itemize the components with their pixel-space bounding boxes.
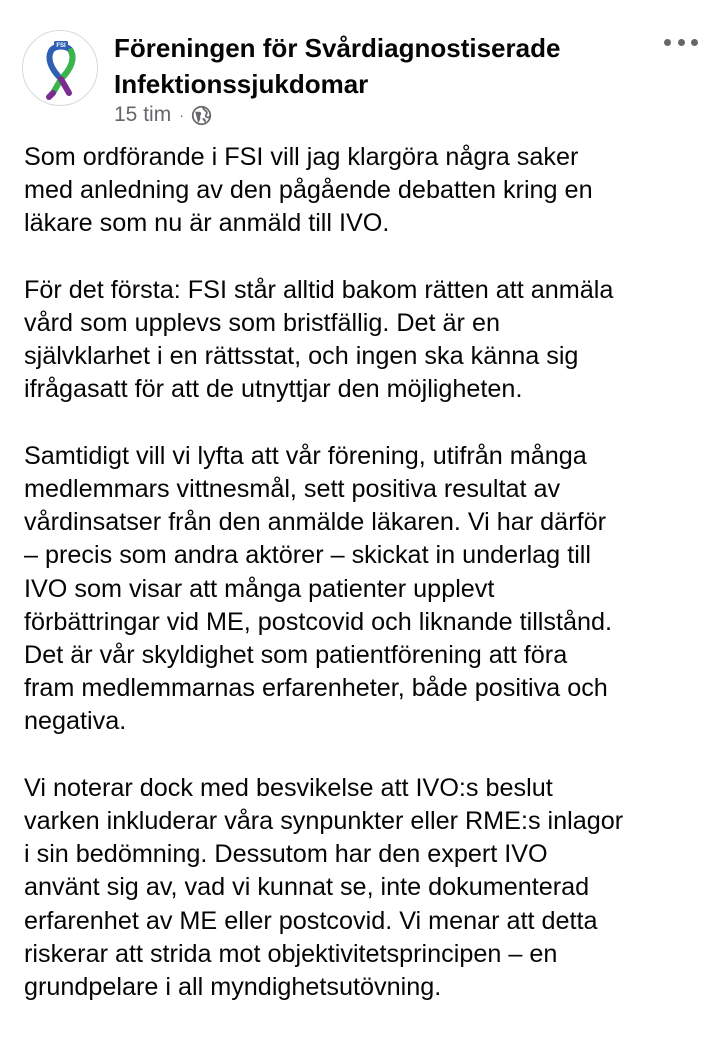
text-line: vård som upplevs som bristfällig. Det är en (24, 309, 500, 337)
more-options-button[interactable] (664, 32, 698, 52)
text-line: medlemmars vittnesmål, sett positiva resultat av (24, 475, 561, 503)
text-line: läkare som nu är anmäld till IVO. (24, 209, 390, 238)
meta-separator: · (179, 107, 184, 123)
avatar-logo-text: FSI (56, 42, 66, 49)
text-line: i sin bedömning. Dessutom har den expert IVO (24, 840, 548, 869)
text-line: förbättringar vid ME, postcovid och liknande tillstånd. (24, 607, 613, 636)
text-line: med anledning av den pågående debatten kring en (24, 176, 593, 205)
text-line: fram medlemmarnas erfarenheter, både positiva och (24, 674, 608, 703)
text-line: Vi noterar dock med besvikelse att IVO:s beslut (24, 773, 553, 802)
text-line: IVO som visar att många patienter upplevt (24, 574, 495, 603)
post-paragraph (24, 274, 710, 407)
text-line: För det första: FSI står alltid bakom rätten att anmäla (24, 275, 614, 304)
text-line: ifrågasatt för att de utnyttjar den möjligheten. (24, 375, 523, 404)
avatar[interactable] (22, 30, 98, 106)
text-line: – precis som andra aktörer – skickat in underlag till (24, 541, 591, 570)
post-paragraph (24, 772, 710, 1004)
more-dot-icon (691, 39, 698, 46)
post-header (22, 22, 702, 132)
text-line: använt sig av, vad vi kunnat se, inte dokumenterad (24, 873, 590, 902)
more-dot-icon (678, 39, 685, 46)
post-paragraph (24, 141, 710, 241)
text-line: självklarhet i en rättsstat, och ingen ska känna sig (24, 342, 579, 371)
text-line: varken inkluderar våra synpunkter eller RME:s inlagor (24, 807, 624, 836)
text-line: vårdinsatser från den anmälde läkaren. Vi har därför (24, 508, 606, 537)
post-body (24, 141, 710, 1037)
post-paragraph (24, 440, 710, 739)
fsi-ribbon-logo-icon (23, 31, 98, 106)
text-line: erfarenhet av ME eller postcovid. Vi menar att detta (24, 906, 598, 935)
post-meta (114, 102, 212, 128)
text-line: Det är vår skyldighet som patientförening att föra (24, 641, 568, 670)
text-line: grundpelare i all myndighetsutövning. (24, 973, 442, 1002)
more-dot-icon (664, 39, 671, 46)
page-name-link[interactable]: Föreningen för Svårdiagnostiserade Infektionssjukdomar (114, 33, 561, 99)
globe-icon[interactable] (191, 105, 212, 126)
text-line: Samtidigt vill vi lyfta att vår förening, utifrån många (24, 441, 587, 470)
post-timestamp[interactable]: 15 tim (114, 103, 172, 126)
text-line: riskerar att strida mot objektivitetsprincipen – en (24, 939, 558, 968)
text-line: Som ordförande i FSI vill jag klargöra några saker (24, 143, 579, 171)
text-line: negativa. (24, 707, 127, 736)
